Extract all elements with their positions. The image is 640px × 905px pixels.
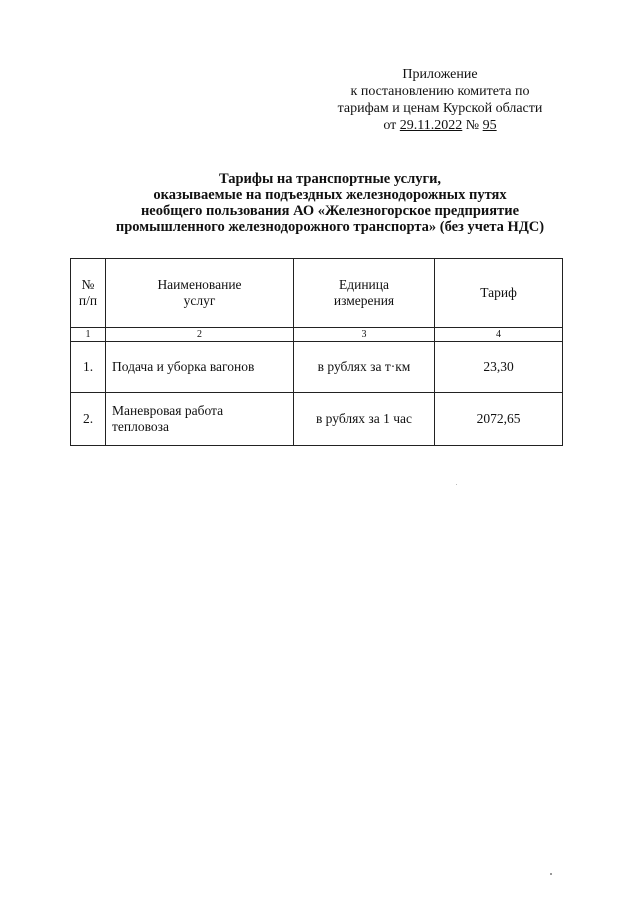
- index-cell-1: 1: [71, 328, 106, 342]
- title-line-4: промышленного железнодорожного транспорта» (без учета НДС): [115, 219, 545, 235]
- row-unit: в рублях за 1 час: [294, 393, 435, 446]
- header-number: [71, 259, 106, 328]
- index-cell-2: 2: [106, 328, 294, 342]
- header-tariff: Тариф: [435, 259, 563, 328]
- index-cell-3: 3: [294, 328, 435, 342]
- row-number: 2.: [71, 393, 106, 446]
- appendix-committee-line: тарифам и ценам Курской области: [337, 101, 543, 116]
- header-number-line-1: №: [81, 277, 95, 292]
- appendix-title: Приложение: [402, 67, 478, 82]
- appendix-number-sign: №: [465, 118, 480, 133]
- row-service: Подача и уборка вагонов: [106, 342, 294, 393]
- row-service-line-2: тепловоза: [112, 419, 169, 434]
- title-line-2: оказываемые на подъездных железнодорожных путях: [153, 187, 507, 203]
- header-name-line-1: Наименование: [157, 277, 242, 292]
- table-row: [71, 393, 563, 446]
- scan-speck: [456, 484, 457, 485]
- appendix-from-label: от: [383, 118, 397, 133]
- title-line-1: Тарифы на транспортные услуги,: [218, 171, 442, 187]
- header-name-line-2: услуг: [183, 293, 216, 308]
- row-tariff: 23,30: [435, 342, 563, 393]
- title-line-3: необщего пользования АО «Железногорское предприятие: [140, 203, 520, 219]
- row-service-line-1: Маневровая работа: [112, 403, 224, 418]
- header-unit-line-2: измерения: [333, 293, 395, 308]
- document-title: [70, 171, 590, 235]
- row-tariff: 2072,65: [435, 393, 563, 446]
- row-number: 1.: [71, 342, 106, 393]
- index-cell-4: 4: [435, 328, 563, 342]
- table-header-row: [71, 259, 563, 328]
- header-service-name: [106, 259, 294, 328]
- tariffs-table: [70, 258, 563, 446]
- appendix-date: 29.11.2022: [399, 118, 463, 133]
- appendix-reference-line: к постановлению комитета по: [350, 84, 530, 99]
- table-index-row: [71, 328, 563, 342]
- header-number-line-2: п/п: [78, 293, 98, 308]
- row-service: [106, 393, 294, 446]
- appendix-number: 95: [482, 118, 497, 133]
- header-unit: [294, 259, 435, 328]
- table-row: [71, 342, 563, 393]
- appendix-date-line: [310, 117, 570, 134]
- header-unit-line-1: Единица: [338, 277, 389, 292]
- row-unit: в рублях за т·км: [294, 342, 435, 393]
- scan-speck: [550, 873, 552, 875]
- appendix-block: [310, 66, 570, 134]
